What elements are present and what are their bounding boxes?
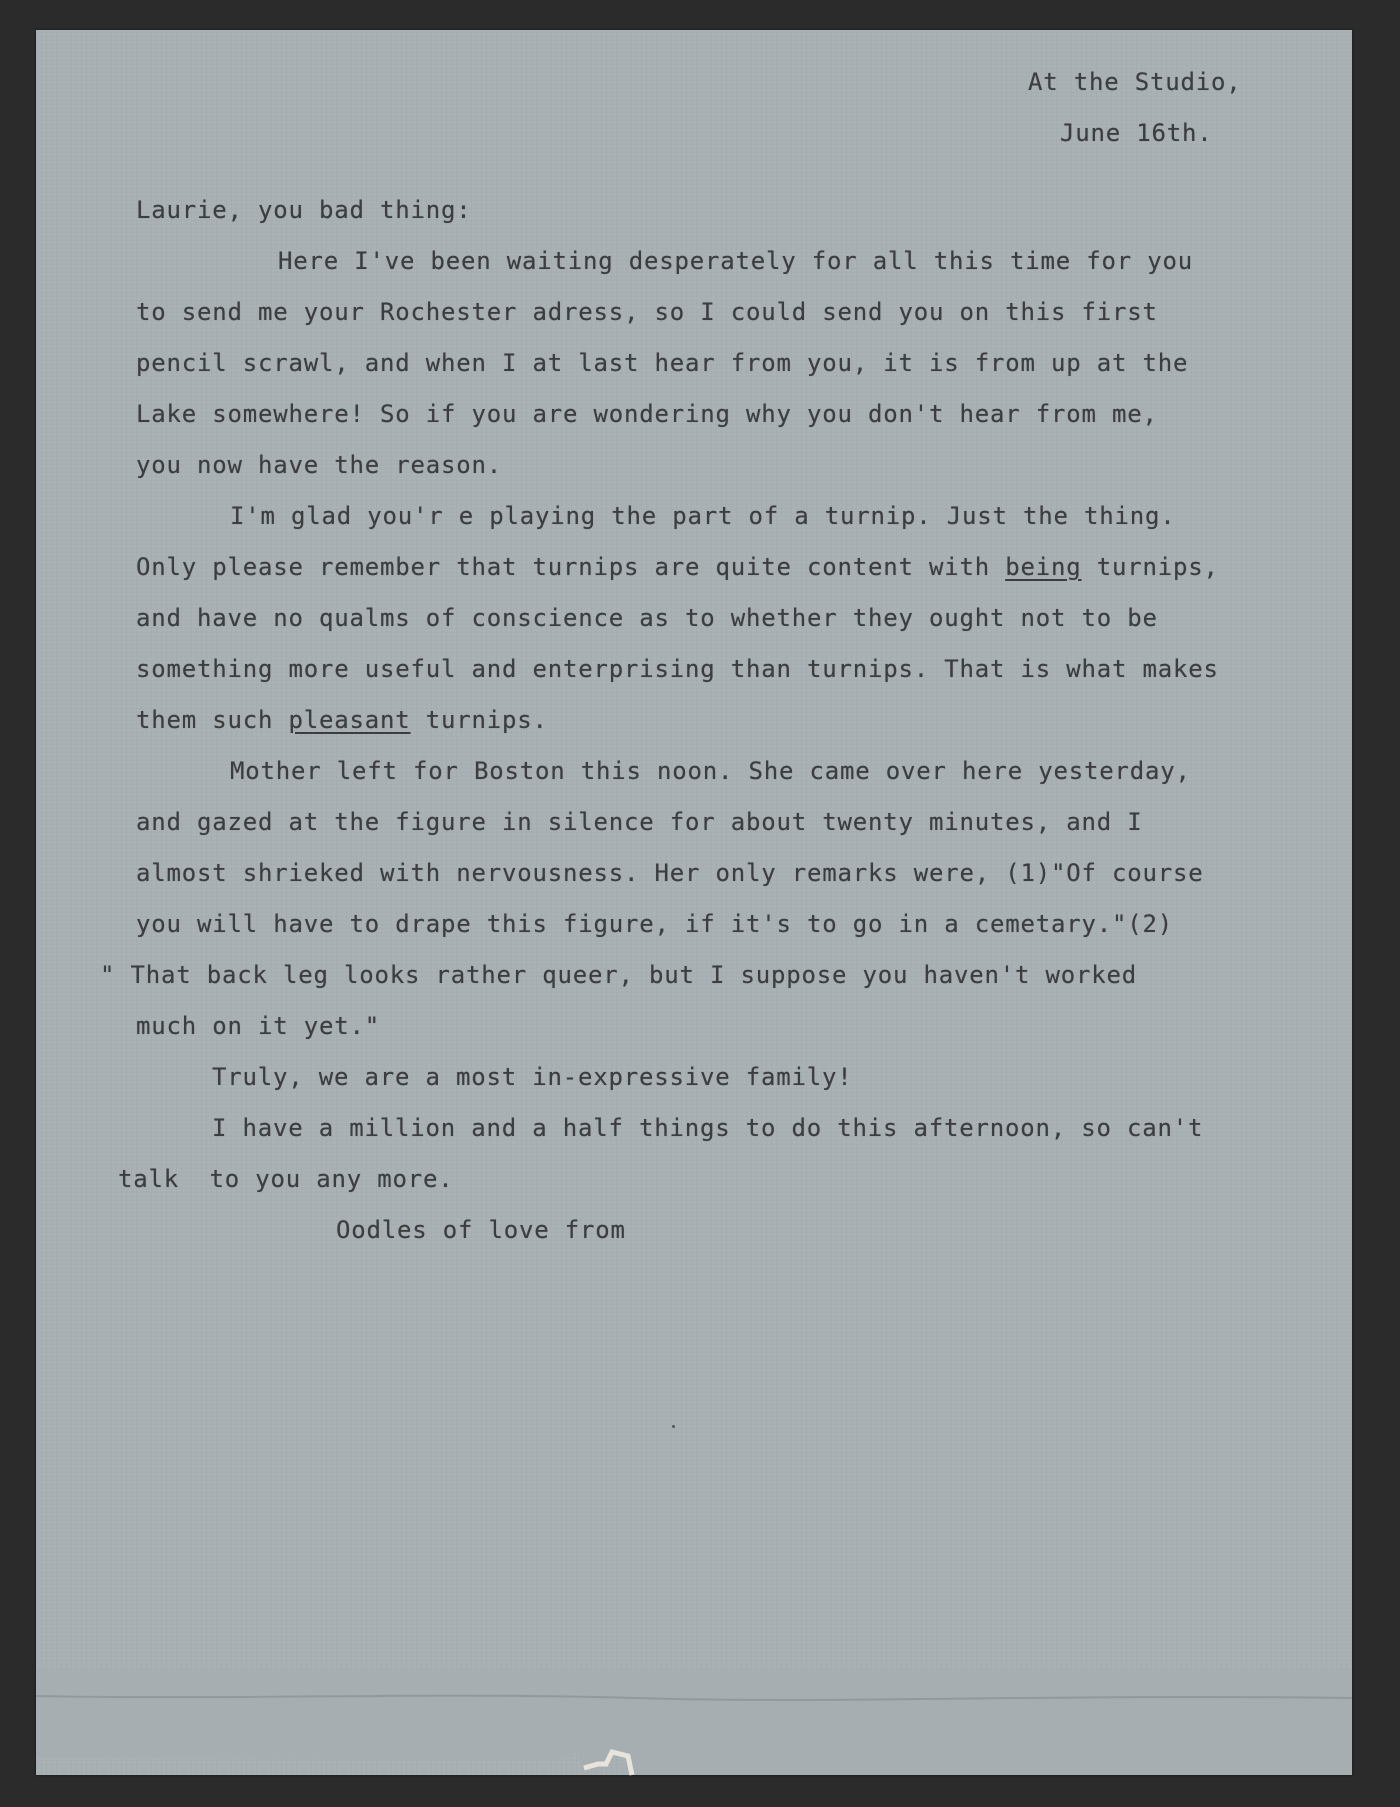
text-line: and gazed at the figure in silence for about twenty minutes, and I bbox=[136, 808, 1143, 836]
heading-date: June 16th. bbox=[1060, 119, 1213, 147]
text-line: almost shrieked with nervousness. Her only remarks were, (1)"Of course bbox=[136, 859, 1204, 887]
text-line: Here I've been waiting desperately for all this time for you bbox=[278, 247, 1193, 275]
paper-bottom bbox=[36, 1668, 1352, 1775]
text-segment: them such bbox=[136, 706, 289, 734]
underlined-word-being: being bbox=[1005, 553, 1082, 581]
letter-page bbox=[36, 30, 1352, 1775]
paper-speck bbox=[672, 1425, 675, 1428]
text-line: you now have the reason. bbox=[136, 451, 502, 479]
text-line: something more useful and enterprising than turnips. That is what makes bbox=[136, 655, 1219, 683]
closing: Oodles of love from bbox=[336, 1216, 626, 1244]
underlined-word-pleasant: pleasant bbox=[288, 706, 411, 734]
text-segment: turnips. bbox=[410, 706, 548, 734]
text-line: you will have to drape this figure, if it's to go in a cemetary."(2) bbox=[136, 910, 1173, 938]
text-line: Mother left for Boston this noon. She came over here yesterday, bbox=[230, 757, 1191, 785]
text-line: much on it yet." bbox=[136, 1012, 380, 1040]
text-line: I have a million and a half things to do this afternoon, so can't bbox=[212, 1114, 1204, 1142]
text-segment: turnips, bbox=[1081, 553, 1219, 581]
text-line: I'm glad you'r e playing the part of a turnip. Just the thing. bbox=[230, 502, 1176, 530]
text-segment: Only please remember that turnips are quite content with bbox=[136, 553, 1006, 581]
text-line: and have no qualms of conscience as to whether they ought not to be bbox=[136, 604, 1158, 632]
text-line: pencil scrawl, and when I at last hear from you, it is from up at the bbox=[136, 349, 1189, 377]
text-line: " That back leg looks rather queer, but I suppose you haven't worked bbox=[100, 961, 1137, 989]
text-line bbox=[136, 552, 1219, 582]
torn-bottom-edge bbox=[36, 1668, 1352, 1778]
text-line: Lake somewhere! So if you are wondering why you don't hear from me, bbox=[136, 400, 1158, 428]
heading-place: At the Studio, bbox=[1028, 68, 1242, 96]
text-line: to send me your Rochester adress, so I could send you on this first bbox=[136, 298, 1158, 326]
text-line: Truly, we are a most in-expressive family! bbox=[212, 1063, 853, 1091]
text-line bbox=[136, 705, 548, 735]
text-line: talk to you any more. bbox=[118, 1165, 454, 1193]
salutation: Laurie, you bad thing: bbox=[136, 196, 472, 224]
